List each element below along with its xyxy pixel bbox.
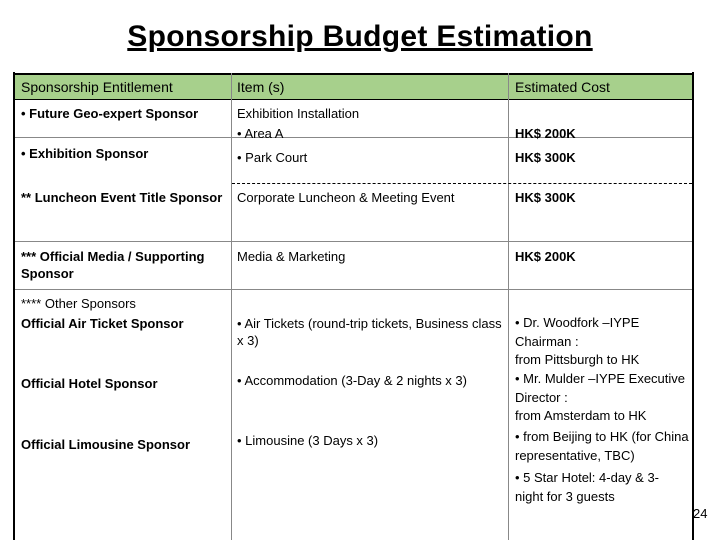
media-cost: HK$ 200K [515,249,576,264]
other-sponsors-label: **** Other Sponsors [21,296,136,311]
park-court-item: • Park Court [237,150,308,165]
cost-note: from Pittsburgh to HK [515,352,640,367]
air-ticket-sponsor-label: Official Air Ticket Sponsor [21,316,184,331]
header-sponsorship-entitlement: Sponsorship Entitlement [21,79,173,95]
air-ticket-item: • Air Tickets (round-trip tickets, Business class x 3) [237,316,502,348]
geo-sponsor-label: • Future Geo-expert Sponsor [21,106,199,121]
limousine-sponsor-label: Official Limousine Sponsor [21,437,191,452]
header-items: Item (s) [237,79,285,95]
column-divider [231,73,232,540]
cost-note: • Dr. Woodfork –IYPE Chairman : [515,315,640,349]
hotel-sponsor-label: Official Hotel Sponsor [21,376,158,391]
luncheon-cost: HK$ 300K [515,190,576,205]
limousine-item: • Limousine (3 Days x 3) [237,433,379,448]
area-a-item: • Area A [237,126,284,141]
cost-note: • 5 Star Hotel: 4-day & 3-night for 3 guests [515,470,660,504]
row-divider [15,241,692,242]
luncheon-sponsor-label: ** Luncheon Event Title Sponsor [21,190,223,205]
page-title: Sponsorship Budget Estimation [127,20,593,53]
row-divider [15,137,692,138]
exhibition-sponsor-label: • Exhibition Sponsor [21,146,149,161]
dashed-divider [232,183,692,184]
area-a-cost: HK$ 200K [515,126,576,141]
page-number: 24 [693,506,708,521]
cost-note: • from Beijing to HK (for China representative, TBC) [515,429,689,463]
park-court-cost: HK$ 300K [515,150,576,165]
luncheon-item: Corporate Luncheon & Meeting Event [237,190,455,205]
column-divider [508,73,509,540]
exhibition-installation-item: Exhibition Installation [237,106,360,121]
media-sponsor-label: *** Official Media / Supporting Sponsor [21,249,205,281]
cost-note: • Mr. Mulder –IYPE Executive Director : [515,371,686,405]
hotel-item: • Accommodation (3-Day & 2 nights x 3) [237,373,467,388]
cost-note: from Amsterdam to HK [515,408,647,423]
header-estimated-cost: Estimated Cost [515,79,610,95]
media-item: Media & Marketing [237,249,346,264]
row-divider [15,289,692,290]
